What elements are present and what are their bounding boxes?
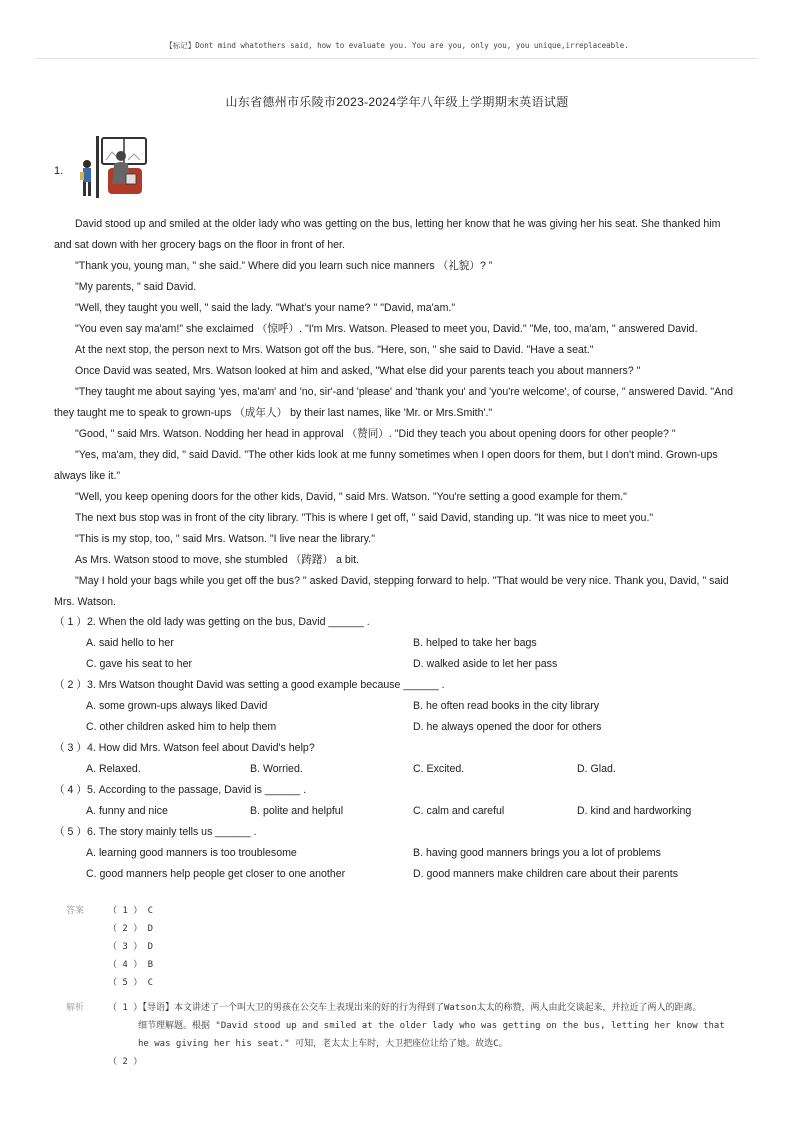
option-d[interactable]: D. walked aside to let her pass [413,658,558,670]
option-row [54,717,740,738]
analysis-text [138,1053,728,1071]
passage-paragraph: David stood up and smiled at the older lady who was getting on the bus, letting her know that he was giving her his seat. She thanked him and sat down with her grocery bags on the floor in front of her. [54,218,721,251]
question-list [54,612,740,885]
option-b[interactable]: B. having good manners brings you a lot of problems [413,847,661,859]
option-b[interactable]: B. helped to take her bags [413,637,537,649]
option-d[interactable]: D. Glad. [577,763,616,775]
passage-paragraph: "Well, they taught you well, " said the lady. "What's your name? " "David, ma'am." [75,302,456,314]
option-b[interactable]: B. Worried. [250,763,303,775]
analysis-line: 细节理解题。根据 "David stood up and smiled at the older lady who was getting on the bus, letting her know that he was giving her his seat." 可知，老太太上车时，大卫把座位让给了她。故选C。 [138,1021,725,1049]
option-c[interactable]: C. calm and careful [413,805,505,817]
passage-paragraph: At the next stop, the person next to Mrs. Watson got off the bus. "Here, son, " she said to David. "Have a seat." [75,344,594,356]
header-divider [36,58,758,59]
option-a[interactable]: A. said hello to her [86,637,174,649]
answer-label: 答案 [66,906,85,916]
passage-paragraph: "My parents, " said David. [75,281,197,293]
analysis-item [108,999,728,1053]
passage-paragraph: Once David was seated, Mrs. Watson looked at him and asked, "What else did your parents teach you about manners? " [75,365,641,377]
passage-paragraph: "Yes, ma'am, they did, " said David. "The other kids look at me funny sometimes when I open doors for them, but I don't mind. Grown-ups always like it." [54,449,718,482]
option-row [54,759,740,780]
option-a[interactable]: A. Relaxed. [86,763,141,775]
option-d[interactable]: D. good manners make children care about their parents [413,868,678,880]
passage-paragraph: "Good, " said Mrs. Watson. Nodding her head in approval （赞同）. "Did they teach you about opening doors for other people? " [75,428,676,440]
option-row [54,864,740,885]
question-stem: （ 5 ）6. The story mainly tells us ______ . [54,826,257,838]
option-c[interactable]: C. gave his seat to her [86,658,192,670]
bus-seat-scene-icon [78,134,150,198]
option-a[interactable]: A. some grown-ups always liked David [86,700,268,712]
answer-item: （ 5 ） C [108,978,154,988]
option-c[interactable]: C. good manners help people get closer to one another [86,868,346,880]
passage-paragraph: "This is my stop, too, " said Mrs. Watson. "I live near the library." [75,533,375,545]
option-row [54,654,740,675]
question-stem: （ 3 ）4. How did Mrs. Watson feel about David's help? [54,742,315,754]
option-d[interactable]: D. kind and hardworking [577,805,692,817]
question-stem: （ 2 ）3. Mrs Watson thought David was setting a good example because ______ . [54,679,445,691]
option-a[interactable]: A. funny and nice [86,805,168,817]
analysis-line: 【导语】本文讲述了一个叫大卫的男孩在公交车上表现出来的好的行为得到了Watson太太的称赞，两人由此交谈起来，并拉近了两人的距离。 [138,1003,702,1013]
option-row [54,843,740,864]
question-number: 1. [54,165,64,177]
page-title: 山东省德州市乐陵市2023-2024学年八年级上学期期末英语试题 [225,95,569,109]
option-a[interactable]: A. learning good manners is too troublesome [86,847,297,859]
question-stem: （ 1 ）2. When the old lady was getting on the bus, David ______ . [54,616,370,628]
passage-paragraph: "They taught me about saying 'yes, ma'am' and 'no, sir'-and 'please' and 'thank you' and 'you're welcome', of course, " answered David. "And they taught me to speak to grown-ups （成年人） by their last names, like 'Mr. or Mrs.Smith'." [54,386,733,419]
analysis-text [138,999,728,1053]
option-d[interactable]: D. he always opened the door for others [413,721,602,733]
passage-paragraph: As Mrs. Watson stood to move, she stumbled （踌躇） a bit. [75,554,359,566]
answer-list [108,902,153,992]
analysis-label: 解析 [66,1003,85,1013]
reading-passage [54,214,740,613]
passage-paragraph: "Well, you keep opening doors for the other kids, David, " said Mrs. Watson. "You're setting a good example for them." [75,491,627,503]
answer-item: （ 2 ） D [108,924,154,934]
option-c[interactable]: C. Excited. [413,763,465,775]
question-stem: （ 4 ）5. According to the passage, David is ______ . [54,784,307,796]
analysis-item [108,1053,728,1071]
passage-paragraph: The next bus stop was in front of the city library. "This is where I get off, " said David, standing up. "It was nice to meet you." [75,512,654,524]
header-note: 【标记】Dont mind whatothers said, how to evaluate you. You are you, only you, you unique,irreplaceable. [165,41,629,50]
answer-item: （ 3 ） D [108,942,154,952]
analysis-number: （ 1 ） [108,1003,143,1013]
option-b[interactable]: B. he often read books in the city library [413,700,600,712]
answer-item: （ 4 ） B [108,960,154,970]
passage-paragraph: "May I hold your bags while you get off the bus? " asked David, stepping forward to help. "That would be very nice. Thank you, David, " said Mrs. Watson. [54,575,729,608]
option-row [54,633,740,654]
option-row [54,801,740,822]
option-c[interactable]: C. other children asked him to help them [86,721,277,733]
option-row [54,696,740,717]
analysis-body [108,999,728,1071]
analysis-number: （ 2 ） [108,1057,143,1067]
passage-paragraph: "Thank you, young man, " she said.” Where did you learn such nice manners （礼貌）? ” [75,260,493,272]
passage-paragraph: "You even say ma'am!" she exclaimed （惊呼）. "I'm Mrs. Watson. Pleased to meet you, David." "Me, too, ma'am, " answered David. [75,323,698,335]
answer-item: （ 1 ） C [108,906,154,916]
option-b[interactable]: B. polite and helpful [250,805,344,817]
